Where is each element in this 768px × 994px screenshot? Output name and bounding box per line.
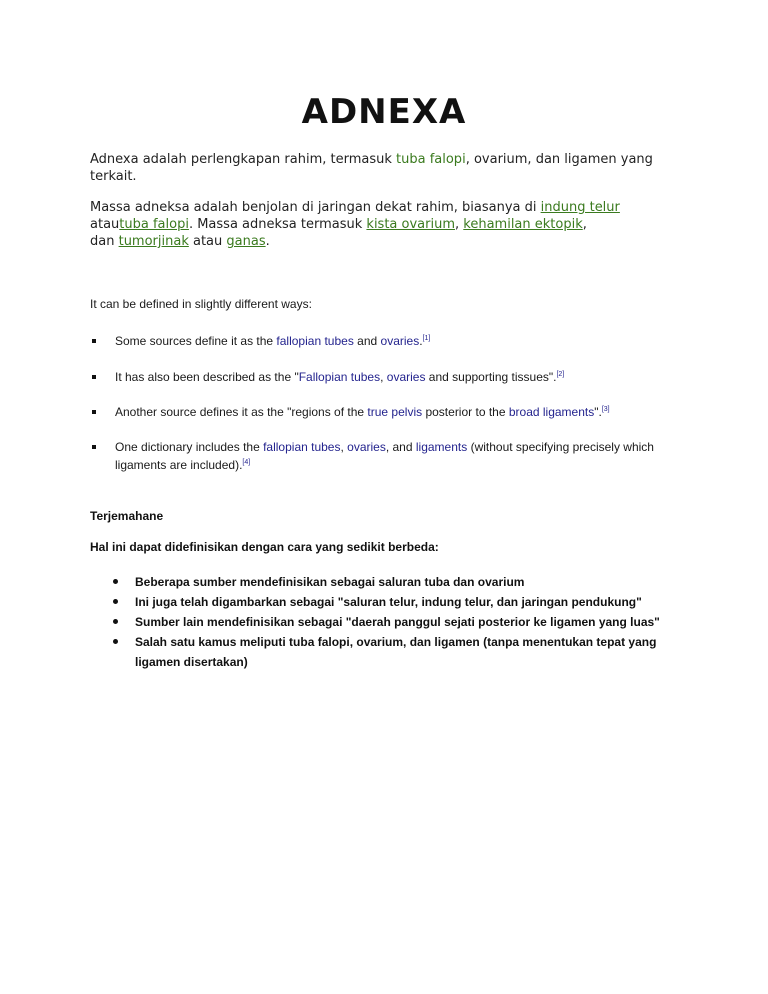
text-run: (without specifying precisely which ligaments are included). (115, 440, 654, 472)
round-bullet-icon (113, 599, 118, 604)
list-item-text: Beberapa sumber mendefinisikan sebagai saluran tuba dan ovarium (135, 575, 525, 589)
text-run: , (340, 440, 348, 454)
link-fallopian-tubes[interactable]: fallopian tubes (263, 440, 341, 454)
list-item-text: Sumber lain mendefinisikan sebagai "daerah panggul sejati posterior ke ligamen yang luas" (135, 615, 660, 629)
list-item-text (115, 403, 655, 421)
text-run: Some sources define it as the (115, 334, 277, 348)
square-bullet-icon (92, 410, 96, 414)
text-run: . (419, 334, 423, 348)
link-tuba-falopi[interactable]: tuba falopi (396, 152, 466, 167)
reference-1[interactable]: [1] (422, 335, 431, 342)
list-item (113, 612, 673, 632)
text-run: and supporting tissues". (425, 370, 557, 384)
square-bullet-icon (92, 445, 96, 449)
round-bullet-icon (113, 579, 118, 584)
text-run: , (455, 217, 464, 232)
link-kehamilan-ektopik[interactable]: kehamilan ektopik (463, 217, 583, 232)
text-run: atau (188, 234, 227, 249)
round-bullet-icon (113, 639, 118, 644)
translation-intro: Hal ini dapat didefinisikan dengan cara yang sedikit berbeda: (90, 540, 439, 554)
list-item-text (115, 438, 655, 474)
text-run: . Massa adneksa termasuk (188, 217, 367, 232)
square-bullet-icon (92, 375, 96, 379)
link-kista-ovarium[interactable]: kista ovarium (366, 217, 456, 232)
text-run: . (265, 234, 270, 249)
link-broad-ligaments[interactable]: broad ligaments (508, 405, 595, 419)
text-run: ". (594, 405, 602, 419)
link-ligaments[interactable]: ligaments (415, 440, 468, 454)
link-ganas[interactable]: ganas (226, 234, 266, 249)
link-tuba-falopi-2[interactable]: tuba falopi (119, 217, 189, 232)
text-run: Massa adneksa adalah benjolan di jaringan dekat rahim, biasanya di (90, 200, 541, 215)
page-title: ADNEXA (301, 92, 467, 132)
link-indung-telur[interactable]: indung telur (540, 200, 620, 215)
list-item (113, 592, 673, 612)
list-item (113, 632, 673, 672)
text-run: and (353, 334, 381, 348)
list-item-text (115, 332, 655, 350)
link-fallopian-tubes[interactable]: Fallopian tubes (298, 370, 381, 384)
link-ovaries[interactable]: ovaries (386, 370, 426, 384)
english-intro: It can be defined in slightly different ways: (90, 297, 312, 311)
list-item-text: Ini juga telah digambarkan sebagai "saluran telur, indung telur, dan jaringan pendukung" (135, 595, 642, 609)
intro-paragraph-2 (90, 199, 680, 250)
text-run: , (582, 217, 587, 232)
link-tumorjinak[interactable]: tumorjinak (118, 234, 189, 249)
text-run: , (380, 370, 387, 384)
square-bullet-icon (92, 339, 96, 343)
link-ovaries[interactable]: ovaries (380, 334, 420, 348)
text-run: Another source defines it as the "regions of the (115, 405, 368, 419)
reference-4[interactable]: [4] (242, 459, 251, 466)
link-fallopian-tubes[interactable]: fallopian tubes (276, 334, 354, 348)
reference-2[interactable]: [2] (556, 371, 565, 378)
link-ovaries[interactable]: ovaries (347, 440, 386, 454)
round-bullet-icon (113, 619, 118, 624)
reference-3[interactable]: [3] (601, 406, 610, 413)
text-run: posterior to the (422, 405, 509, 419)
text-run: atau (90, 217, 120, 232)
list-item (113, 572, 673, 592)
translation-heading: Terjemahane (90, 509, 164, 523)
text-run: It has also been described as the " (115, 370, 299, 384)
text-run: , and (385, 440, 416, 454)
text-run: One dictionary includes the (115, 440, 264, 454)
list-item-text: Salah satu kamus meliputi tuba falopi, ovarium, dan ligamen (tanpa menentukan tepat yang ligamen disertakan) (135, 635, 657, 669)
link-true-pelvis[interactable]: true pelvis (367, 405, 423, 419)
intro-paragraph-1 (90, 151, 680, 185)
translation-list (113, 572, 673, 672)
text-run: Adnexa adalah perlengkapan rahim, termasuk (90, 152, 397, 167)
text-run: , ovarium, dan ligamen yang terkait. (90, 152, 653, 184)
list-item-text (115, 368, 655, 386)
text-run: dan (90, 234, 119, 249)
